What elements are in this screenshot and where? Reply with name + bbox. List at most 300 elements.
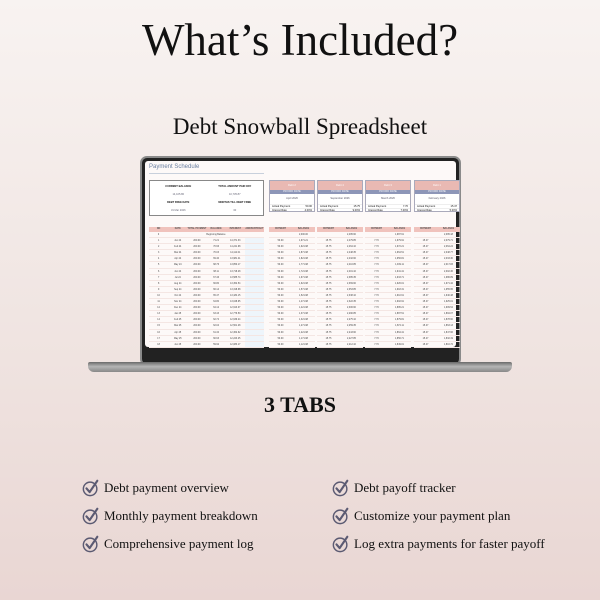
spreadsheet-screen [145, 161, 456, 347]
debt-card [365, 180, 411, 212]
cell: 1,421.98 [299, 307, 308, 310]
cell: 7.70 [374, 319, 379, 322]
cell: 2,243.60 [347, 331, 356, 334]
cell[interactable] [245, 305, 264, 310]
cell: 18 [157, 343, 160, 346]
heading-underline [149, 173, 264, 174]
cell: 2,416.85 [347, 264, 356, 267]
column-header: BALANCE [210, 228, 222, 230]
cell: 15.47 [422, 288, 429, 291]
tabs-count: 3 TABS [264, 392, 336, 417]
checkmark-circle-icon [82, 479, 100, 497]
feature-item [332, 479, 456, 497]
cell: 2,017.83 [444, 264, 453, 267]
beginning-balance-label: Beginning Balance [206, 234, 226, 236]
cell: 50.00 [277, 325, 284, 328]
cell: 13,981.41 [230, 258, 241, 261]
cell: 1,956.81 [395, 258, 404, 261]
actual-payment: 15.47 [450, 204, 457, 208]
summary-label: DEBT FREE DATE [167, 201, 190, 204]
cell: 1,864.41 [395, 331, 404, 334]
cell: 13,318.68 [230, 288, 241, 291]
cell: 2,275.10 [347, 319, 356, 322]
cell[interactable] [245, 342, 264, 347]
cell: 13,048.95 [230, 301, 241, 304]
cell: 15.75 [325, 343, 332, 346]
cell: 200.00 [193, 331, 201, 334]
cell: 1,771.98 [299, 264, 308, 267]
cell: 2,227.85 [347, 337, 356, 340]
cell: 15.47 [422, 282, 429, 285]
cell: 15.75 [325, 252, 332, 255]
interest-rate-label: Interest Rate [417, 208, 432, 212]
cell: 67.46 [213, 276, 219, 279]
summary-value: 14,105.80 [172, 193, 185, 196]
cell: 1,933.71 [395, 276, 404, 279]
cell: Jan 25 [174, 313, 182, 316]
cell: 200.00 [193, 252, 201, 255]
feature-item [82, 507, 258, 525]
summary-label: CURRENT BALANCE [165, 185, 192, 188]
cell: 15.47 [422, 240, 429, 243]
cell: 15.47 [422, 319, 429, 322]
cell: 1,971.21 [299, 240, 308, 243]
cell: 1,972.21 [395, 246, 404, 249]
cell: 50.00 [277, 319, 284, 322]
cell: 14,241.98 [230, 246, 241, 249]
interest-rate-label: Interest Rate [368, 208, 383, 212]
cell[interactable] [245, 336, 264, 341]
cell: 7.70 [374, 307, 379, 310]
cell: 2 [157, 246, 160, 249]
interest-rate: 9.00% [352, 208, 360, 212]
summary-label: TOTAL AMOUNT PAID OFF [218, 185, 252, 188]
cell[interactable] [245, 269, 264, 274]
cell: 15.75 [325, 301, 332, 304]
cell: 7.70 [374, 258, 379, 261]
cell: 2,064.24 [444, 246, 453, 249]
actual-payment-label: Actual Payment [368, 204, 387, 208]
cell: 68.76 [213, 264, 219, 267]
cell: Mar 25 [174, 325, 182, 328]
cell: 64.80 [213, 301, 219, 304]
cell: 15.75 [325, 319, 332, 322]
cell: 1,955.95 [444, 288, 453, 291]
cell: 50.00 [277, 337, 284, 340]
cell: 15 [157, 325, 160, 328]
cell: 1,895.21 [395, 307, 404, 310]
cell: 1,909.54 [444, 307, 453, 310]
cell: 50.00 [277, 288, 284, 291]
column-header: BALANCE [442, 228, 455, 230]
cell: 1,571.98 [299, 288, 308, 291]
cell[interactable] [245, 281, 264, 286]
cell: 6 [157, 270, 160, 273]
cell: 12,776.50 [230, 313, 241, 316]
cell: 1,926.01 [395, 282, 404, 285]
debt-table [317, 227, 363, 348]
cell: 64.12 [213, 307, 219, 310]
cell: 63.43 [213, 313, 219, 316]
cell[interactable] [245, 330, 264, 335]
cell: 7.70 [374, 288, 379, 291]
cell: 15.75 [325, 313, 332, 316]
interest-rate: 5.00% [449, 208, 457, 212]
cell: 1,940.48 [444, 294, 453, 297]
cell: 3 [157, 252, 160, 255]
cell: 9 [157, 288, 160, 291]
cell: 15.75 [325, 240, 332, 243]
summary-value: 10,735.87 [228, 193, 241, 196]
cell[interactable] [245, 250, 264, 255]
column-header: BALANCE [393, 228, 406, 230]
actual-payment-label: Actual Payment [417, 204, 436, 208]
cell: 2,385.35 [347, 276, 356, 279]
cell: Mar 24 [174, 252, 182, 255]
cell: 2,002.36 [444, 270, 453, 273]
cell: 1,221.98 [299, 331, 308, 334]
cell: 1,902.91 [395, 301, 404, 304]
cell: 50.00 [277, 276, 284, 279]
cell: 15.47 [422, 301, 429, 304]
feature-label: Comprehensive payment log [104, 536, 254, 551]
feature-label: Customize your payment plan [354, 508, 511, 523]
cell: 12,501.28 [230, 325, 241, 328]
debt-card [414, 180, 460, 212]
cell: 2,290.85 [347, 313, 356, 316]
cell: 1,471.98 [299, 301, 308, 304]
cell: Jul 24 [174, 276, 181, 279]
cell: 7.70 [374, 337, 379, 340]
cell: 15.75 [325, 276, 332, 279]
debt-table [365, 227, 411, 348]
cell: 2,338.10 [347, 294, 356, 297]
payoff-date: September 2026 [330, 196, 350, 200]
cell: 7.70 [374, 325, 379, 328]
cell: Dec 24 [174, 307, 182, 310]
checkmark-circle-icon [82, 535, 100, 553]
cell: 1,321.98 [299, 319, 308, 322]
laptop-base [88, 362, 512, 372]
cell[interactable] [245, 244, 264, 249]
cell: 200.00 [193, 246, 201, 249]
cell: 1,671.98 [299, 276, 308, 279]
checkmark-circle-icon [332, 535, 350, 553]
cell: 15.47 [422, 337, 429, 340]
debt-name: Debt 2 [270, 181, 314, 190]
cell: 7.70 [374, 294, 379, 297]
payment-log-table [149, 227, 264, 348]
cell: 68.11 [213, 270, 219, 273]
cell: 12,913.07 [230, 307, 241, 310]
cell[interactable] [245, 317, 264, 322]
cell: 50.00 [277, 307, 284, 310]
cell: 50.00 [277, 331, 284, 334]
cell: 50.00 [277, 343, 284, 346]
cell: 1,871.98 [299, 252, 308, 255]
cell: 15.75 [325, 246, 332, 249]
feature-item [332, 507, 510, 525]
cell: 13,184.15 [230, 294, 241, 297]
cell[interactable] [245, 293, 264, 298]
interest-rate: 4.00% [304, 208, 312, 212]
cell: 7.70 [374, 276, 379, 279]
cell: 15.47 [422, 258, 429, 261]
cell: 1,863.13 [444, 325, 453, 328]
column-header: ADD/SUBTRACT [245, 228, 264, 230]
feature-item [82, 535, 253, 553]
cell: Jun 25 [174, 343, 182, 346]
cell: 200.00 [193, 276, 201, 279]
cell: 10 [157, 294, 160, 297]
cell: 15.75 [325, 331, 332, 334]
cell: 15.47 [422, 313, 429, 316]
cell[interactable] [245, 311, 264, 316]
cell: 2,432.60 [347, 258, 356, 261]
cell: 70.03 [213, 252, 219, 255]
cell: 2,048.77 [444, 252, 453, 255]
column-header: PAYMENT [420, 228, 431, 230]
cell: 200.00 [193, 325, 201, 328]
column-header: TOTAL PAYMENT [187, 228, 207, 230]
cell: 15.47 [422, 276, 429, 279]
column-header: DATE [174, 228, 181, 230]
cell: Aug 24 [174, 282, 182, 285]
cell: 5 [157, 264, 160, 267]
cell: 15.47 [422, 294, 429, 297]
cell[interactable] [245, 323, 264, 328]
cell: Nov 24 [174, 301, 182, 304]
cell: 50.00 [277, 294, 284, 297]
payoff-date: April 2026 [286, 196, 298, 200]
checkmark-circle-icon [332, 507, 350, 525]
column-header: BALANCE [297, 228, 310, 230]
feature-label: Debt payoff tracker [354, 480, 456, 495]
cell: 14 [157, 319, 160, 322]
cell: 2,369.60 [347, 282, 356, 285]
payoff-date: February 2026 [428, 196, 446, 200]
table-row [149, 342, 264, 348]
cell: 1,271.98 [299, 325, 308, 328]
table-row [365, 342, 411, 348]
cell: 13,850.17 [230, 264, 241, 267]
cell: 15.75 [325, 282, 332, 285]
cell: 200.00 [193, 270, 201, 273]
cell: Apr 24 [174, 258, 182, 261]
cell: 1,986.89 [444, 276, 453, 279]
cell: 2,095.18 [444, 234, 453, 236]
cell[interactable] [245, 287, 264, 292]
cell: 200.00 [193, 282, 201, 285]
cell[interactable] [245, 256, 264, 261]
cell: 1,964.51 [395, 252, 404, 255]
cell: Sep 24 [174, 288, 182, 291]
cell: 15.75 [325, 325, 332, 328]
cell: 1,971.42 [444, 282, 453, 285]
cell: 1,949.11 [395, 264, 404, 267]
cell: 50.00 [277, 313, 284, 316]
cell: 66.80 [213, 282, 219, 285]
cell[interactable] [245, 262, 264, 267]
cell: Feb 25 [174, 319, 182, 322]
cell: 2,322.35 [347, 301, 356, 304]
cell: 200.00 [193, 301, 201, 304]
cell: 15.75 [325, 337, 332, 340]
cell: 1,721.98 [299, 270, 308, 273]
cell: 50.00 [277, 240, 284, 243]
cell: 7.70 [374, 343, 379, 346]
cell: 1,371.98 [299, 313, 308, 316]
cell: 66.14 [213, 288, 219, 291]
cell: 7.70 [374, 331, 379, 334]
cell: 1,821.98 [299, 258, 308, 261]
cell: 14,371.33 [230, 240, 241, 243]
cell: 1,879.81 [395, 319, 404, 322]
cell: 8 [157, 282, 160, 285]
cell: 13 [157, 313, 160, 316]
cell: 12,083.17 [230, 343, 241, 346]
cell[interactable] [245, 238, 264, 243]
cell: 1,856.71 [395, 337, 404, 340]
cell: 2,353.85 [347, 288, 356, 291]
column-header: BALANCE [345, 228, 358, 230]
cell: 200.00 [193, 264, 201, 267]
cell: 200.00 [193, 288, 201, 291]
cell: May 25 [173, 337, 182, 340]
cell: 2,401.10 [347, 270, 356, 273]
table-row [317, 342, 363, 348]
cell: 15.75 [325, 307, 332, 310]
actual-payment-label: Actual Payment [320, 204, 339, 208]
cell: 1,894.07 [444, 313, 453, 316]
cell: 15.47 [422, 246, 429, 249]
cell: 50.00 [277, 264, 284, 267]
checkmark-circle-icon [82, 507, 100, 525]
cell: 1,847.66 [444, 331, 453, 334]
cell: 17 [157, 337, 160, 340]
cell: 2,212.10 [347, 343, 356, 346]
table-row [269, 342, 315, 348]
interest-rate-label: Interest Rate [320, 208, 335, 212]
checkmark-circle-icon [332, 479, 350, 497]
cell: 13,585.74 [230, 276, 241, 279]
cell: 200.00 [193, 294, 201, 297]
feature-item [82, 479, 229, 497]
debt-table [269, 227, 315, 348]
cell: 200.00 [193, 343, 201, 346]
cell: 15.75 [325, 294, 332, 297]
cell: 1,521.98 [299, 294, 308, 297]
cell: 1,925.01 [444, 301, 453, 304]
payoff-date-label: PAYOFF DATE [415, 190, 459, 194]
cell: 70.66 [213, 246, 219, 249]
column-header: PAYMENT [371, 228, 382, 230]
cell: 65.47 [213, 294, 219, 297]
cell: 2,448.35 [347, 252, 356, 255]
cell: 1,171.98 [299, 337, 308, 340]
cell: 1,878.60 [444, 319, 453, 322]
cell: 12,639.24 [230, 319, 241, 322]
feature-label: Log extra payments for faster payoff [354, 536, 545, 551]
cell: 4 [157, 258, 160, 261]
column-header: PAYMENT [323, 228, 334, 230]
cell: 50.00 [277, 258, 284, 261]
cell: 15.47 [422, 307, 429, 310]
cell: 1,849.01 [395, 343, 404, 346]
debt-card [269, 180, 315, 212]
cell[interactable] [245, 275, 264, 280]
actual-payment: 15.75 [353, 204, 360, 208]
feature-item [332, 535, 545, 553]
debt-card [317, 180, 363, 212]
cell: 200.00 [193, 240, 201, 243]
product-subtitle: Debt Snowball Spreadsheet [172, 114, 428, 139]
cell: 7.70 [374, 264, 379, 267]
payoff-date-label: PAYOFF DATE [270, 190, 314, 194]
cell: 200.00 [193, 307, 201, 310]
cell: 15.75 [325, 264, 332, 267]
cell: 7.70 [374, 252, 379, 255]
actual-payment: 50.00 [305, 204, 312, 208]
cell: 1,887.51 [395, 313, 404, 316]
cell: 2,306.60 [347, 307, 356, 310]
laptop-mockup [140, 156, 461, 366]
column-header: PAYMENT [275, 228, 286, 230]
payoff-date: March 2026 [381, 196, 395, 200]
cell: 62.74 [213, 319, 219, 322]
cell: Oct 24 [174, 294, 182, 297]
column-header: INTEREST [229, 228, 241, 230]
cell: 1,987.61 [395, 234, 404, 236]
cell: Feb 24 [174, 246, 182, 249]
cell: 2,479.85 [347, 240, 356, 243]
summary-label: MONTHS TILL DEBT FREE [218, 201, 252, 204]
cell: 50.00 [277, 270, 284, 273]
cell: 2,000.00 [299, 234, 308, 236]
cell: 200.00 [193, 258, 201, 261]
cell: 2,079.71 [444, 240, 453, 243]
cell: Jun 24 [174, 240, 182, 243]
interest-rate-label: Interest Rate [272, 208, 287, 212]
cell: 15.47 [422, 264, 429, 267]
cell: Apr 25 [174, 331, 182, 334]
summary-box [149, 180, 264, 216]
cell: 15.47 [422, 270, 429, 273]
cell: 11 [157, 301, 160, 304]
cell: 7.70 [374, 240, 379, 243]
cell: 7 [157, 276, 160, 279]
cell: 1,979.91 [395, 240, 404, 243]
cell: 13,452.54 [230, 282, 241, 285]
debt-name: Debt 3 [366, 181, 410, 190]
payoff-date-label: PAYOFF DATE [366, 190, 410, 194]
cell: 0 [157, 234, 160, 236]
actual-payment-label: Actual Payment [272, 204, 291, 208]
cell: 15.47 [422, 325, 429, 328]
summary-value: 31 Mar 2026 [170, 209, 186, 212]
cell: 13,718.28 [230, 270, 241, 273]
cell: Jun 24 [174, 270, 182, 273]
cell: 15.75 [325, 258, 332, 261]
cell: 61.34 [213, 331, 219, 334]
cell[interactable] [245, 299, 264, 304]
feature-label: Monthly payment breakdown [104, 508, 258, 523]
cell: 15.75 [325, 270, 332, 273]
cell: 1,872.11 [395, 325, 404, 328]
cell: 50.00 [277, 252, 284, 255]
cell: 2,033.30 [444, 258, 453, 261]
cell: 12,362.62 [230, 331, 241, 334]
